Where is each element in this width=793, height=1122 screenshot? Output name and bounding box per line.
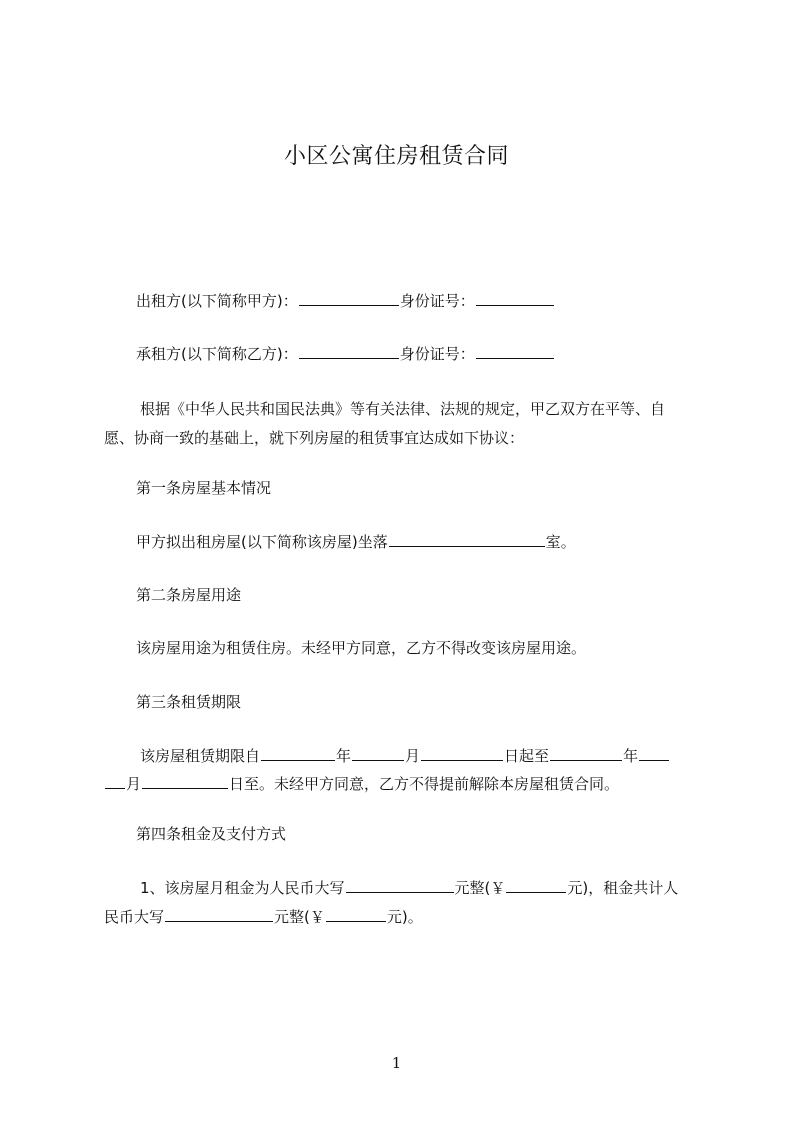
lessor-label: 出租方(以下简称甲方)： [136,292,298,310]
monthly-rent-words-blank [346,878,454,893]
article4-item1-b: 元整(￥ [454,879,506,897]
end-year-blank [550,746,622,761]
article4-item1-d: 民币大写 [104,908,165,926]
lessor-id-label: 身份证号： [399,292,475,310]
article1-text-after: 室。 [545,533,576,551]
page-title: 小区公寓住房租赁合同 [283,144,509,169]
article3-part1: 该房屋租赁期限自 [140,747,261,765]
lessee-line [136,336,555,372]
lessee-label: 承租方(以下简称乙方)： [136,345,298,363]
preamble-line-1: 根据《中华人民共和国民法典》等有关法律、法规的规定，甲乙双方在平等、自 [140,400,666,418]
article3-month2: 月 [126,775,142,793]
article3-year2: 年 [623,747,639,765]
article4-item1-line-2 [104,899,710,935]
article3-heading: 第三条租赁期限 [136,693,242,711]
article4-item1-e: 元整(￥ [274,908,325,926]
lessor-id-blank [476,291,554,306]
monthly-rent-number-blank [506,878,566,893]
article1-heading: 第一条房屋基本情况 [136,479,272,497]
total-rent-number-blank [326,907,386,922]
lessor-line [136,283,555,319]
article1-text-before: 甲方拟出租房屋(以下简称该房屋)坐落 [136,533,388,551]
article2-text: 该房屋用途为租赁住房。未经甲方同意，乙方不得改变该房屋用途。 [136,639,587,657]
article3-month1: 月 [405,747,421,765]
end-day-blank [142,774,228,789]
article4-item1-a: 1、该房屋月租金为人民币大写 [140,879,345,897]
end-month-blank-b [105,774,125,789]
article2-heading: 第二条房屋用途 [136,586,242,604]
start-month-blank [352,746,404,761]
lessee-id-label: 身份证号： [399,345,475,363]
article3-year1: 年 [336,747,352,765]
article3-day-end: 日至。未经甲方同意，乙方不得提前解除本房屋租赁合同。 [229,775,620,793]
article4-item1-f: 元)。 [386,908,423,926]
article4-item1-c: 元)，租金共计人 [567,879,679,897]
article3-day-from: 日起至 [504,747,550,765]
article4-heading: 第四条租金及支付方式 [136,825,287,843]
end-month-blank-a [639,746,669,761]
preamble-line-2: 愿、协商一致的基础上，就下列房屋的租赁事宜达成如下协议： [104,429,525,447]
lessor-name-blank [299,291,399,306]
page-number: 1 [391,1054,402,1072]
address-blank [389,532,545,547]
article3-line-2 [104,766,710,802]
lessee-id-blank [476,344,554,359]
article1-text [136,524,576,560]
lessee-name-blank [299,344,399,359]
start-day-blank [421,746,503,761]
start-year-blank [261,746,335,761]
total-rent-words-blank [165,907,273,922]
